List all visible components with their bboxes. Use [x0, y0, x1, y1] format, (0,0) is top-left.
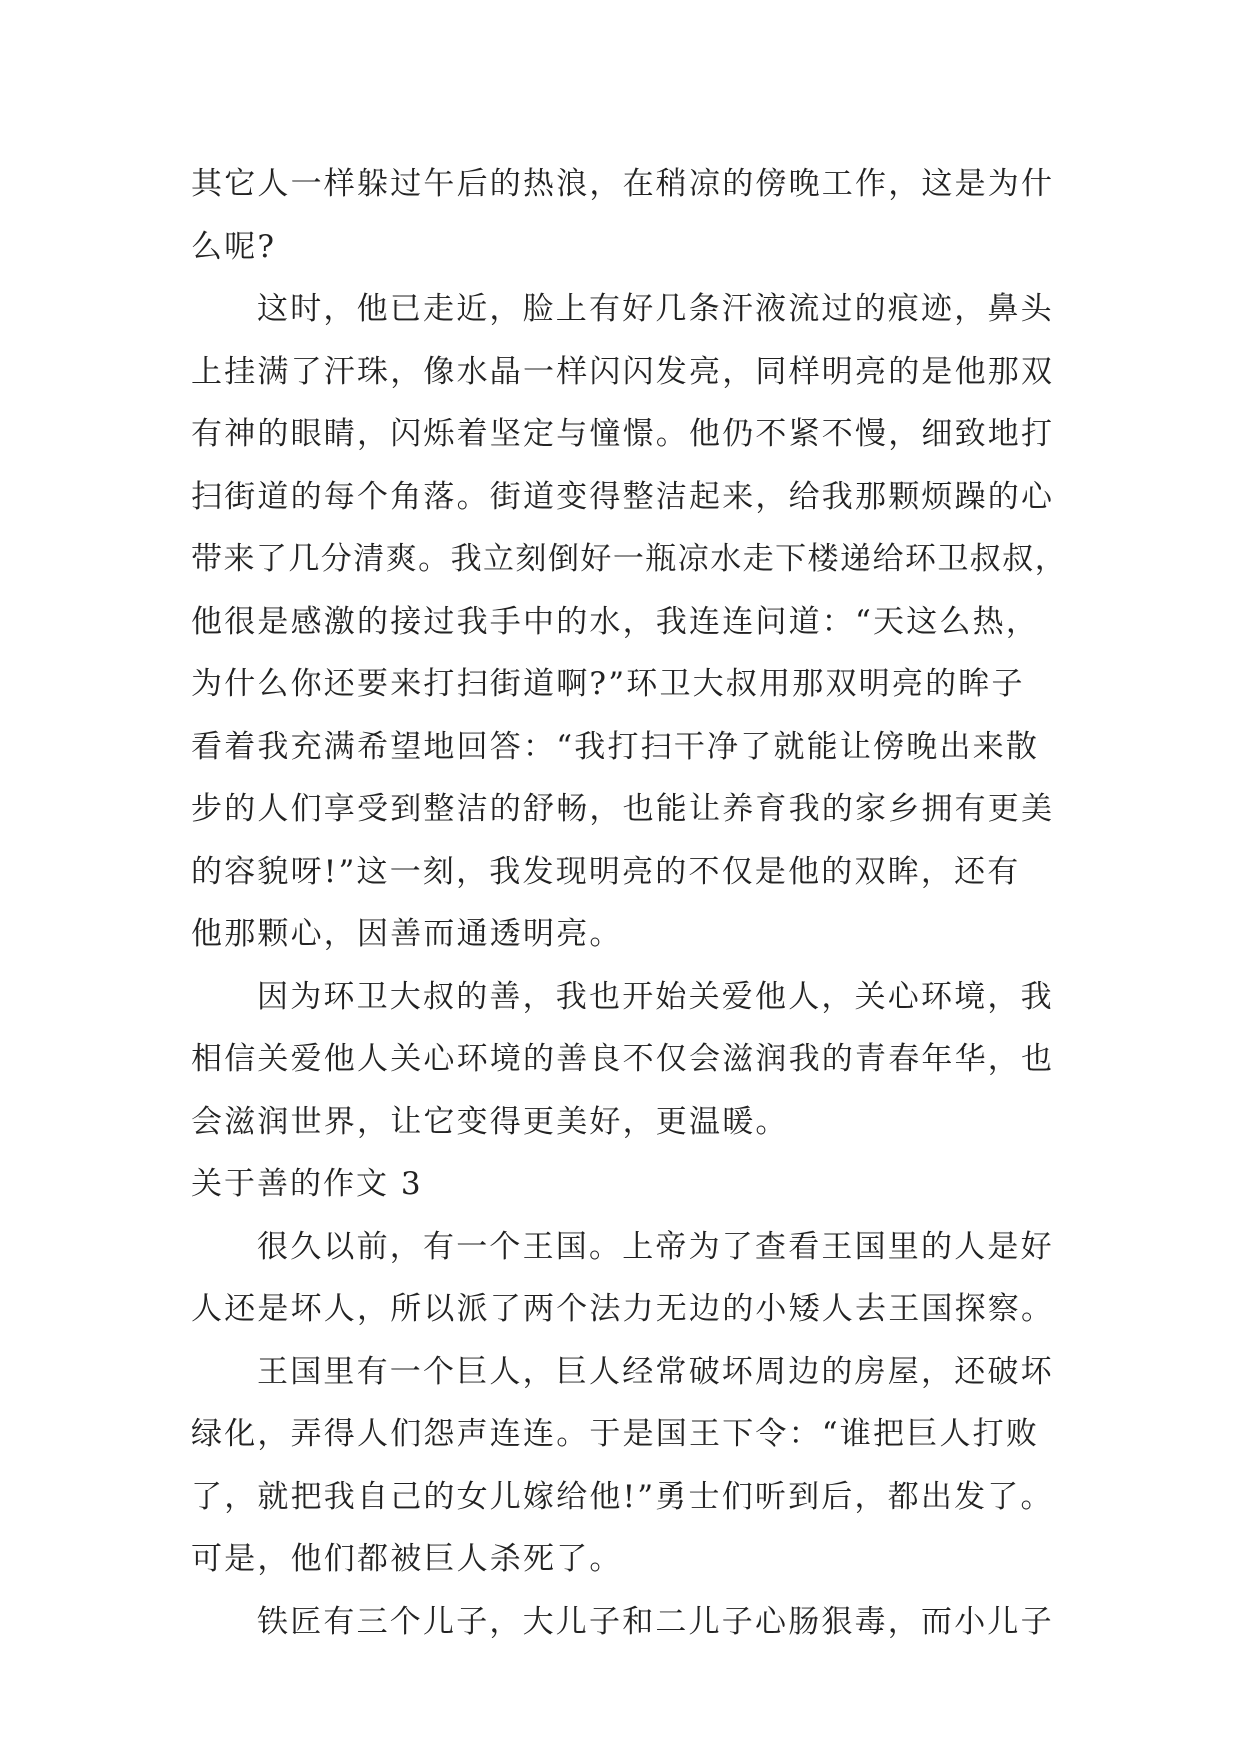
- text-line: 可是，他们都被巨人杀死了。: [191, 1541, 623, 1577]
- section-heading: 关于善的作文 3: [191, 1166, 423, 1202]
- text-line: 么呢?: [191, 228, 277, 265]
- text-line: 扫街道的每个角落。街道变得整洁起来，给我那颗烦躁的心: [191, 478, 1055, 515]
- text-line: 会滋润世界，让它变得更美好，更温暖。: [191, 1103, 789, 1140]
- text-line: 的容貌呀!”这一刻，我发现明亮的不仅是他的双眸，还有: [191, 853, 1021, 890]
- text-line: 了，就把我自己的女儿嫁给他!”勇士们听到后，都出发了。: [191, 1478, 1054, 1515]
- text-line: 步的人们享受到整洁的舒畅，也能让养育我的家乡拥有更美: [191, 791, 1055, 827]
- text-line: 他很是感激的接过我手中的水，我连连问道：“天这么热，: [191, 603, 1040, 640]
- paragraph-start-line: 这时，他已走近，脸上有好几条汗液流过的痕迹，鼻头: [257, 291, 1054, 327]
- text-line: 有神的眼睛，闪烁着坚定与憧憬。他仍不紧不慢，细致地打: [191, 416, 1055, 452]
- text-line: 其它人一样躲过午后的热浪，在稍凉的傍晚工作，这是为什: [191, 166, 1055, 202]
- paragraph-start-line: 很久以前，有一个王国。上帝为了查看王国里的人是好: [257, 1228, 1054, 1265]
- paragraph-start-line: 因为环卫大叔的善，我也开始关爱他人，关心环境，我: [257, 978, 1054, 1015]
- text-line: 带来了几分清爽。我立刻倒好一瓶凉水走下楼递给环卫叔叔，: [191, 541, 1068, 577]
- text-line: 相信关爱他人关心环境的善良不仅会滋润我的青春年华，也: [191, 1041, 1055, 1077]
- paragraph-start-line: 王国里有一个巨人，巨人经常破坏周边的房屋，还破坏: [257, 1353, 1054, 1390]
- text-line: 为什么你还要来打扫街道啊?”环卫大叔用那双明亮的眸子: [191, 666, 1025, 702]
- text-line: 上挂满了汗珠，像水晶一样闪闪发亮，同样明亮的是他那双: [191, 353, 1055, 390]
- text-line: 人还是坏人，所以派了两个法力无边的小矮人去王国探察。: [191, 1291, 1055, 1327]
- text-line: 他那颗心，因善而通透明亮。: [191, 916, 623, 952]
- text-line: 绿化，弄得人们怨声连连。于是国王下令：“谁把巨人打败: [191, 1416, 1040, 1452]
- text-line: 看着我充满希望地回答：“我打扫干净了就能让傍晚出来散: [191, 728, 1040, 765]
- paragraph-start-line: 铁匠有三个儿子，大儿子和二儿子心肠狠毒，而小儿子: [257, 1603, 1054, 1640]
- document-body: [191, 153, 1071, 1653]
